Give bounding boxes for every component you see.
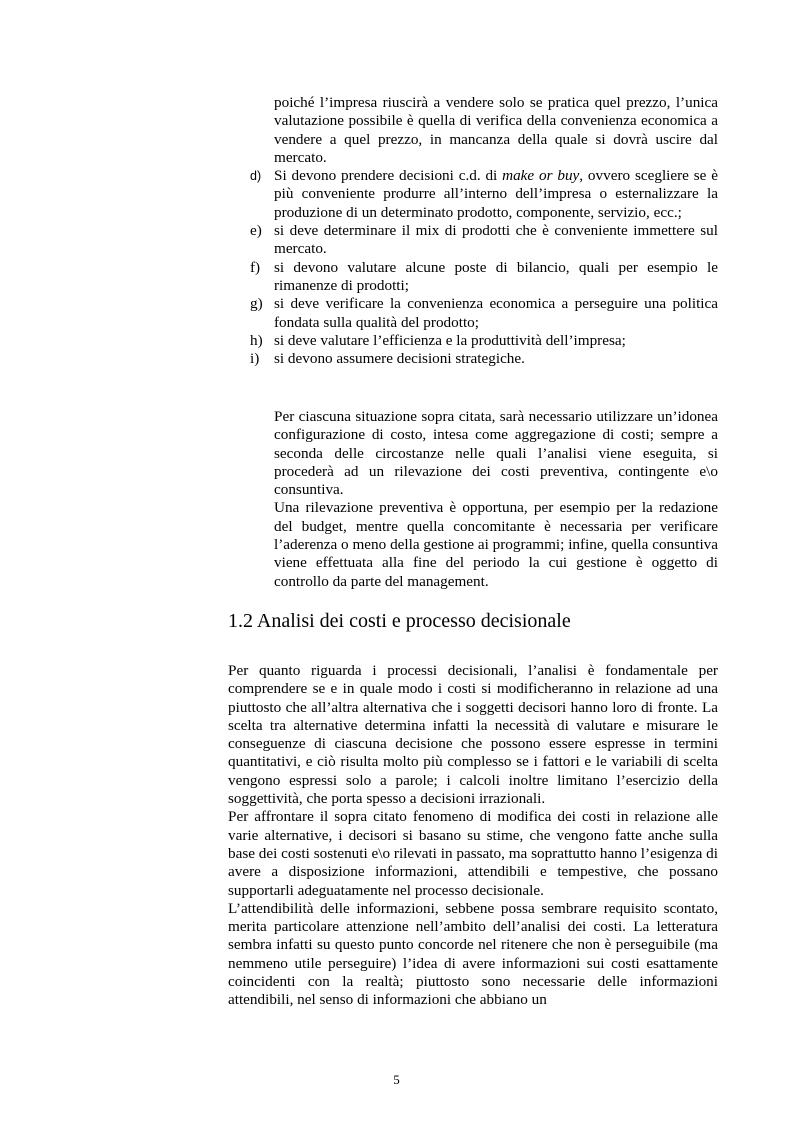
list-item-text: si deve verificare la convenienza economica a perseguire una politica fondata sulla qualità del prodotto; [274, 295, 718, 331]
paragraph: L’attendibilità delle informazioni, sebbene possa sembrare requisito scontato, merita particolare attenzione nell’ambito dell’analisi dei costi. La letteratura sembra infatti su questo punto concorde nel ritenere che non è perseguibile (ma nemmeno utile perseguire) l’idea di avere informazioni sui costi esattamente coincidenti con la realtà; piuttosto sono necessarie delle informazioni attendibili, nel senso di informazioni che abbiano un [228, 899, 718, 1009]
section-body [228, 662, 718, 1010]
section-heading: 1.2 Analisi dei costi e processo decisionale [228, 610, 571, 632]
paragraph: Per affrontare il sopra citato fenomeno di modifica dei costi in relazione alle varie alternative, i decisori si basano su stime, che vengono fatte anche sulla base dei costi sostenuti e\o rilevati in passato, ma soprattutto hanno l’esigenza di avere a disposizione informazioni, attendibili e tempestive, che possano supportarli adeguatamente nel processo decisionale. [228, 808, 718, 899]
paragraph: Una rilevazione preventiva è opportuna, per esempio per la redazione del budget, mentre quella concomitante è necessaria per verificare l’aderenza o meno della gestione ai programmi; infine, quella consuntiva viene effettuata alla fine del periodo la cui gestione è oggetto di controllo da parte del management. [274, 499, 718, 590]
page-number: 5 [393, 1072, 400, 1087]
list-item-text: si devono valutare alcune poste di bilancio, quali per esempio le rimanenze di prodotti; [274, 258, 718, 294]
list-item-h [250, 332, 718, 350]
decision-situations-list [250, 94, 718, 368]
list-marker: d) [250, 169, 262, 184]
list-item-g [250, 295, 718, 332]
list-item-text: si devono assumere decisioni strategiche. [274, 350, 525, 368]
list-item-text: si deve determinare il mix di prodotti che è conveniente immettere sul mercato. [274, 222, 718, 258]
list-marker: i) [250, 350, 260, 368]
indented-commentary [274, 408, 718, 591]
list-item-i [250, 350, 718, 368]
list-item-text: si deve valutare l’efficienza e la produttività dell’impresa; [274, 331, 626, 349]
list-item-f [250, 259, 718, 296]
list-item-text: Si devono prendere decisioni c.d. di [274, 167, 503, 185]
paragraph: Per quanto riguarda i processi decisionali, l’analisi è fondamentale per comprendere se e in quale modo i costi si modificheranno in relazione ad una piuttosto che all’altra alternativa che i soggetti decisori hanno loro di fronte. La scelta tra alternative determina infatti la necessità di valutare e misurare le conseguenze di ciascuna decisione che possono essere espresse in termini quantitativi, e ciò risulta molto più complesso se i fattori e le variabili di scelta vengono espressi solo a parole; i calcoli inoltre limitano l’esercizio della soggettività, che porta spesso a decisioni irrazionali. [228, 662, 718, 808]
list-marker: h) [250, 331, 263, 349]
list-marker: f) [250, 258, 261, 276]
list-marker: g) [250, 295, 263, 313]
list-item-text-after: , ovvero scegliere se è più conveniente produrre all’interno dell’impresa o esternalizzare la produzione di un determinato prodotto, componente, servizio, ecc.; [274, 167, 718, 221]
list-marker: e) [250, 222, 262, 240]
list-item-e [250, 222, 718, 259]
list-item-continuation: poiché l’impresa riuscirà a vendere solo se pratica quel prezzo, l’unica valutazione possibile è quella di verifica della convenienza economica a vendere a quel prezzo, in mancanza della quale si dovrà uscire dal mercato. [274, 94, 718, 166]
make-or-buy-term: make or buy [502, 167, 580, 185]
list-item-d [250, 167, 718, 222]
paragraph: Per ciascuna situazione sopra citata, sarà necessario utilizzare un’idonea configurazione di costo, intesa come aggregazione di costi; sempre a seconda delle circostanze nelle quali l’analisi viene eseguita, si procederà ad un rilevazione dei costi preventiva, contingente e\o consuntiva. [274, 408, 718, 499]
